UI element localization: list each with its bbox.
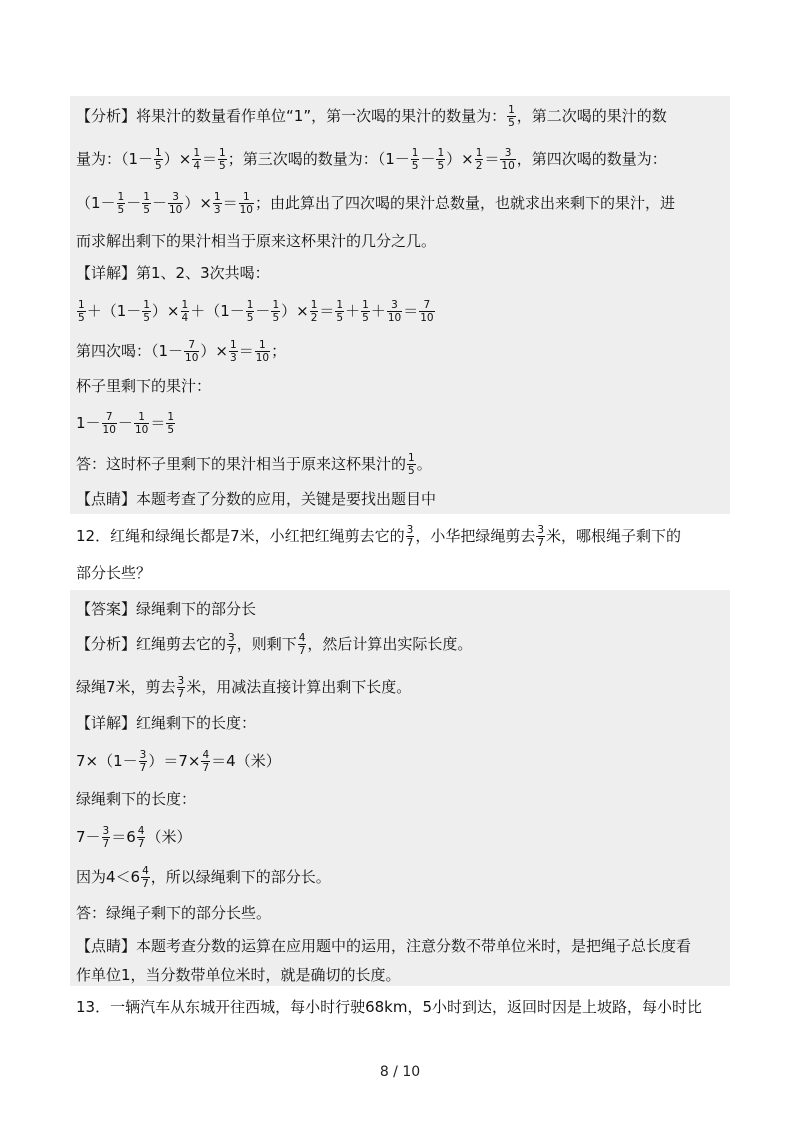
text-run: ＋ — [345, 302, 361, 320]
fraction-denominator: 3 — [213, 203, 221, 216]
fraction-numerator: 3 — [228, 631, 235, 644]
text-run: ；第三次喝的数量为：（1－ — [227, 150, 410, 168]
fraction — [406, 524, 415, 549]
fraction — [298, 632, 307, 657]
fraction — [310, 299, 319, 324]
fraction-numerator: 1 — [475, 146, 483, 159]
fraction-denominator: 7 — [142, 877, 149, 890]
q11-detail-equation — [76, 300, 436, 322]
fraction — [168, 191, 183, 216]
fraction — [181, 299, 190, 324]
text-run: ，所以绿绳剩下的部分长。 — [150, 868, 331, 886]
q12-detail-green-equation — [76, 826, 191, 848]
fraction — [177, 675, 186, 700]
fraction-denominator: 10 — [102, 423, 116, 436]
fraction — [407, 452, 416, 477]
text-run: ＋（1－ — [86, 302, 142, 320]
fraction-numerator: 3 — [172, 190, 179, 203]
fraction-numerator: 3 — [102, 824, 110, 837]
fraction-denominator: 7 — [137, 837, 145, 850]
text-run: ）× — [184, 194, 212, 212]
fraction-numerator: 1 — [411, 146, 419, 159]
fraction — [507, 104, 516, 129]
fraction-numerator: 1 — [181, 298, 189, 311]
q12-detail-green-label — [76, 788, 196, 810]
q11-detail-remaining-label — [76, 375, 211, 397]
q12-analysis-line — [76, 676, 411, 698]
text-run: ＋（1－ — [190, 302, 245, 320]
text-run: （1－ — [76, 194, 116, 212]
fraction-denominator: 5 — [167, 423, 175, 436]
text-run: ＝ — [202, 150, 218, 168]
fraction — [184, 339, 199, 364]
text-run: 答：这时杯子里剩下的果汁相当于原来这杯果汁的 — [76, 455, 407, 473]
text-run: ，然后计算出实际长度。 — [307, 635, 473, 653]
page-number: 8 / 10 — [379, 1064, 421, 1080]
fraction — [255, 339, 270, 364]
fraction — [117, 191, 126, 216]
fraction-denominator: 7 — [406, 536, 414, 549]
fraction-denominator: 5 — [437, 159, 445, 172]
q11-analysis-line — [76, 105, 667, 127]
fraction-denominator: 7 — [177, 687, 185, 700]
fraction-numerator: 1 — [310, 298, 318, 311]
fraction — [141, 865, 150, 890]
fraction-numerator: 1 — [437, 146, 445, 159]
fraction — [246, 299, 255, 324]
text-run: 【分析】将果汁的数量看作单位“1”，第一次喝的果汁的数量为： — [76, 107, 507, 125]
q11-detail-heading — [76, 262, 270, 284]
text-run: 米，哪根绳子剩下的 — [546, 527, 682, 545]
fraction-numerator: 7 — [188, 338, 196, 351]
q12-question-line — [76, 525, 681, 547]
fraction-denominator: 2 — [475, 159, 483, 172]
fraction-numerator: 3 — [177, 674, 185, 687]
q11-detail-fourth-drink — [76, 340, 286, 362]
fraction-denominator: 5 — [117, 203, 125, 216]
fraction — [192, 147, 201, 172]
text-run: ；由此算出了四次喝的果汁总数量，也就求出来剩下的果汁，进 — [254, 194, 675, 212]
q12-question-line — [76, 562, 151, 584]
text-run: 米，用减法直接计算出剩下长度。 — [186, 678, 412, 696]
fraction-denominator: 5 — [272, 311, 280, 324]
q12-detail-equation — [76, 750, 281, 772]
text-run: ）× — [281, 302, 309, 320]
fraction — [387, 299, 402, 324]
q12-key-point-line — [76, 935, 691, 957]
q12-answer-line — [76, 598, 256, 620]
fraction — [411, 147, 420, 172]
q12-key-point-line — [76, 964, 401, 986]
fraction-denominator: 5 — [143, 311, 150, 324]
text-run: 量为：（1－ — [76, 150, 154, 168]
fraction-numerator: 1 — [155, 146, 162, 159]
fraction — [102, 411, 117, 436]
fraction-numerator: 4 — [137, 824, 145, 837]
q13-question-line — [76, 996, 702, 1018]
fraction — [213, 191, 222, 216]
fraction — [142, 299, 151, 324]
text-run: ）× — [200, 342, 228, 360]
fraction-numerator: 7 — [105, 410, 113, 423]
fraction-denominator: 7 — [202, 761, 210, 774]
fraction-numerator: 1 — [117, 190, 125, 203]
fraction — [134, 411, 149, 436]
text-run: 答：绿绳子剩下的部分长些。 — [76, 904, 272, 922]
fraction — [142, 191, 151, 216]
text-run: 第四次喝：（1－ — [76, 342, 184, 360]
fraction-numerator: 1 — [193, 146, 200, 159]
fraction-numerator: 3 — [139, 748, 147, 761]
fraction-numerator: 3 — [537, 523, 545, 536]
fraction-numerator: 1 — [242, 190, 250, 203]
text-run: 而求解出剩下的果汁相当于原来这杯果汁的几分之几。 — [76, 232, 437, 250]
q11-analysis-line — [76, 230, 436, 252]
fraction-numerator: 4 — [142, 864, 149, 877]
fraction-denominator: 5 — [362, 311, 369, 324]
fraction — [536, 524, 545, 549]
text-run: 绿绳7米，剪去 — [76, 678, 176, 696]
fraction-numerator: 4 — [298, 631, 306, 644]
fraction-numerator: 1 — [78, 298, 85, 311]
text-run: 部分长些？ — [76, 564, 152, 582]
text-run: 13．一辆汽车从东城开往西城，每小时行驶68km，5小时到达，返回时因是上坡路，每小时比 — [76, 998, 703, 1016]
text-run: － — [420, 150, 436, 168]
fraction-denominator: 4 — [181, 311, 189, 324]
fraction-denominator: 7 — [228, 644, 235, 657]
text-run: ； — [271, 342, 287, 360]
fraction-denominator: 5 — [411, 159, 419, 172]
fraction-denominator: 5 — [219, 159, 226, 172]
fraction — [361, 299, 370, 324]
fraction-denominator: 5 — [246, 311, 254, 324]
fraction-numerator: 1 — [230, 338, 237, 351]
fraction — [229, 339, 238, 364]
text-run: ，第二次喝的果汁的数 — [516, 107, 667, 125]
fraction-numerator: 3 — [504, 146, 512, 159]
text-run: － — [126, 194, 142, 212]
text-run: ＝ — [150, 414, 166, 432]
fraction — [218, 147, 227, 172]
fraction-numerator: 1 — [362, 298, 369, 311]
q12-comparison — [76, 866, 331, 888]
q11-detail-remaining-equation — [76, 412, 176, 434]
fraction — [500, 147, 515, 172]
fraction-numerator: 7 — [423, 298, 431, 311]
text-run: － — [117, 414, 133, 432]
fraction-denominator: 10 — [134, 423, 149, 436]
fraction — [77, 299, 86, 324]
text-run: 【点睛】本题考查了分数的应用，关键是要找出题目中 — [76, 490, 437, 508]
text-run: 1－ — [76, 414, 101, 432]
q11-analysis-line — [76, 148, 667, 170]
fraction-numerator: 1 — [408, 451, 415, 464]
text-run: 【点睛】本题考查分数的运算在应用题中的运用，注意分数不带单位米时，是把绳子总长度看 — [76, 937, 692, 955]
q11-key-point — [76, 488, 436, 510]
fraction-denominator: 7 — [139, 761, 147, 774]
fraction-numerator: 1 — [259, 338, 266, 351]
fraction-denominator: 10 — [168, 203, 183, 216]
text-run: ＝ — [403, 302, 419, 320]
fraction-denominator: 4 — [193, 159, 200, 172]
text-run: 7×（1－ — [76, 752, 138, 770]
fraction-numerator: 1 — [143, 298, 150, 311]
fraction-numerator: 1 — [138, 410, 145, 423]
text-run: 【分析】红绳剪去它的 — [76, 635, 227, 653]
fraction-denominator: 10 — [185, 351, 199, 364]
fraction-denominator: 5 — [336, 311, 344, 324]
fraction-numerator: 1 — [219, 146, 226, 159]
fraction-numerator: 4 — [202, 748, 210, 761]
fraction-numerator: 1 — [508, 103, 515, 116]
fraction-denominator: 5 — [78, 311, 85, 324]
text-run: ＝6 — [111, 828, 136, 846]
fraction — [419, 299, 434, 324]
fraction-numerator: 1 — [272, 298, 280, 311]
fraction-numerator: 1 — [143, 190, 150, 203]
text-run: ）＝7× — [148, 752, 201, 770]
text-run: 【详解】红绳剩下的长度： — [76, 714, 257, 732]
fraction-denominator: 5 — [408, 464, 415, 477]
fraction-numerator: 1 — [213, 190, 221, 203]
text-run: ，第四次喝的数量为： — [516, 150, 667, 168]
q11-analysis-line — [76, 192, 675, 214]
fraction-numerator: 3 — [391, 298, 398, 311]
fraction — [227, 632, 236, 657]
text-run: 7－ — [76, 828, 101, 846]
fraction-denominator: 10 — [387, 311, 402, 324]
text-run: ）× — [446, 150, 474, 168]
fraction-denominator: 10 — [255, 351, 270, 364]
text-run: ）× — [163, 150, 192, 168]
text-run: 【答案】绿绳剩下的部分长 — [76, 600, 257, 618]
text-run: 12．红绳和绿绳长都是7米，小红把红绳剪去它的 — [76, 527, 405, 545]
text-run: 因为4＜6 — [76, 868, 141, 886]
q12-answer-statement — [76, 902, 271, 924]
fraction-denominator: 10 — [239, 203, 253, 216]
text-run: 【详解】第1、2、3次共喝： — [76, 264, 270, 282]
q11-answer — [76, 453, 432, 475]
text-run: ）× — [151, 302, 180, 320]
fraction — [271, 299, 280, 324]
fraction-numerator: 3 — [406, 523, 414, 536]
text-run: ＋ — [370, 302, 386, 320]
fraction-denominator: 5 — [143, 203, 150, 216]
fraction-denominator: 10 — [420, 311, 434, 324]
fraction — [166, 411, 175, 436]
fraction — [475, 147, 484, 172]
text-run: ，则剩下 — [236, 635, 297, 653]
text-run: （米） — [146, 828, 192, 846]
fraction — [239, 191, 254, 216]
fraction-denominator: 3 — [230, 351, 237, 364]
fraction-denominator: 2 — [310, 311, 318, 324]
fraction-denominator: 5 — [508, 116, 515, 129]
text-run: 作单位1，当分数带单位米时，就是确切的长度。 — [76, 966, 401, 984]
text-run: ＝ — [484, 150, 500, 168]
text-run: ＝ — [238, 342, 254, 360]
q12-detail-heading — [76, 712, 256, 734]
text-run: 。 — [416, 455, 432, 473]
text-run: ，小华把绿绳剪去 — [415, 527, 536, 545]
fraction-denominator: 10 — [501, 159, 515, 172]
q12-analysis-line — [76, 633, 472, 655]
fraction — [335, 299, 344, 324]
fraction-denominator: 7 — [298, 644, 306, 657]
fraction — [137, 825, 146, 850]
fraction — [154, 147, 163, 172]
fraction — [201, 749, 210, 774]
fraction-denominator: 7 — [102, 837, 110, 850]
text-run: ＝4（米） — [211, 752, 281, 770]
fraction — [102, 825, 111, 850]
fraction — [436, 147, 445, 172]
fraction-numerator: 1 — [167, 410, 175, 423]
text-run: － — [255, 302, 271, 320]
text-run: 杯子里剩下的果汁： — [76, 377, 212, 395]
text-run: ＝ — [319, 302, 335, 320]
fraction-denominator: 7 — [537, 536, 545, 549]
text-run: 绿绳剩下的长度： — [76, 790, 197, 808]
fraction-numerator: 1 — [246, 298, 254, 311]
text-run: － — [151, 194, 167, 212]
fraction-numerator: 1 — [336, 298, 344, 311]
text-run: ＝ — [222, 194, 238, 212]
fraction — [139, 749, 148, 774]
fraction-denominator: 5 — [155, 159, 162, 172]
